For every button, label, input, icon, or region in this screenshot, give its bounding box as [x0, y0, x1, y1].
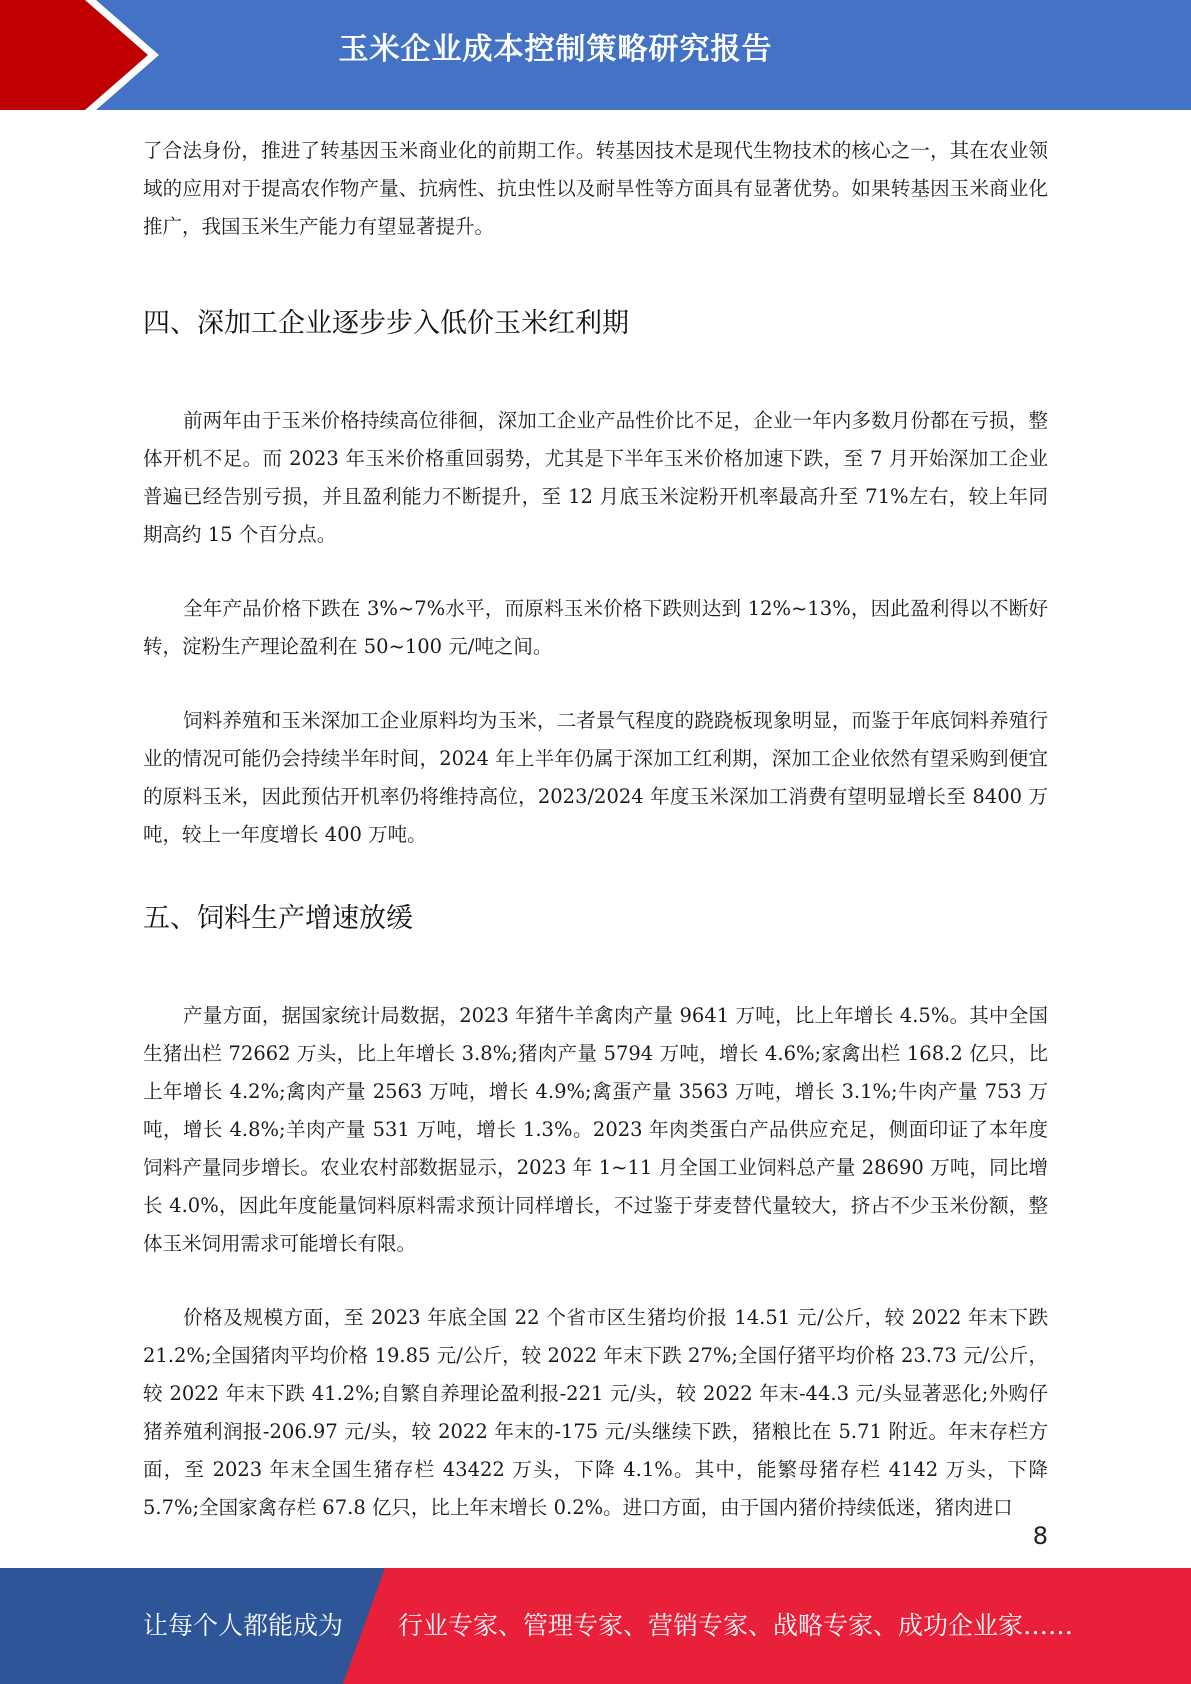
intro-paragraph: 了合法身份，推进了转基因玉米商业化的前期工作。转基因技术是现代生物技术的核心之一，其在农业领域的应用对于提高农作物产量、抗病性、抗虫性以及耐旱性等方面具有显著优势。如果转基因玉米商业化推广，我国玉米生产能力有望显著提升。: [143, 139, 1048, 238]
footer-slogan-left: 让每个人都能成为: [143, 1611, 344, 1640]
footer-slogan-right: 行业专家、管理专家、营销专家、战略专家、成功企业家……: [398, 1611, 1074, 1640]
page-number: 8: [1032, 1522, 1048, 1550]
section-heading-4: 四、深加工企业逐步步入低价玉米红利期: [143, 308, 629, 339]
section5-paragraph-2: 价格及规模方面，至 2023 年底全国 22 个省市区生猪均价报 14.51 元/公斤，较 2022 年末下跌 21.2%;全国猪肉平均价格 19.85 元/公斤，较 2022 年末下跌 27%;全国仔猪平均价格 23.73 元/公斤，较 2022 年末下跌 41.2%;自繁自养理论盈利报-221 元/头，较 2022 年末-44.3 元/头显著恶化;外购仔猪养殖利润报-206.97 元/头，较 2022 年末的-175 元/头继续下跌，猪粮比在 5.71 附近。年末存栏方面，至 2023 年末全国生猪存栏 43422 万头，下降 4.1%。其中，能繁母猪存栏 4142 万头，下降 5.7%;全国家禽存栏 67.8 亿只，比上年末增长 0.2%。进口方面，由于国内猪价持续低迷，猪肉进口: [143, 1306, 1048, 1519]
main-content: [143, 132, 1048, 1527]
section4-paragraph-2: 全年产品价格下跌在 3%~7%水平，而原料玉米价格下跌则达到 12%~13%，因此盈利得以不断好转，淀粉生产理论盈利在 50~100 元/吨之间。: [143, 597, 1048, 658]
section4-paragraph-3: 饲料养殖和玉米深加工企业原料均为玉米，二者景气程度的跷跷板现象明显，而鉴于年底饲料养殖行业的情况可能仍会持续半年时间，2024 年上半年仍属于深加工红利期，深加工企业依然有望采购到便宜的原料玉米，因此预估开机率仍将维持高位，2023/2024 年度玉米深加工消费有望明显增长至 8400 万吨，较上一年度增长 400 万吨。: [143, 709, 1048, 846]
document-title: 玉米企业成本控制策略研究报告: [338, 32, 773, 67]
footer-banner: [0, 1568, 1191, 1684]
section4-paragraph-1: 前两年由于玉米价格持续高位徘徊，深加工企业产品性价比不足，企业一年内多数月份都在亏损，整体开机不足。而 2023 年玉米价格重回弱势，尤其是下半年玉米价格加速下跌，至 7 月开始深加工企业普遍已经告别亏损，并且盈利能力不断提升，至 12 月底玉米淀粉开机率最高升至 71%左右，较上年同期高约 15 个百分点。: [143, 409, 1048, 546]
red-arrow-icon: [0, 0, 160, 110]
section5-paragraph-1: 产量方面，据国家统计局数据，2023 年猪牛羊禽肉产量 9641 万吨，比上年增长 4.5%。其中全国生猪出栏 72662 万头，比上年增长 3.8%;猪肉产量 5794 万吨，增长 4.6%;家禽出栏 168.2 亿只，比上年增长 4.2%;禽肉产量 2563 万吨，增长 4.9%;禽蛋产量 3563 万吨，增长 3.1%;牛肉产量 753 万吨，增长 4.8%;羊肉产量 531 万吨，增长 1.3%。2023 年肉类蛋白产品供应充足，侧面印证了本年度饲料产量同步增长。农业农村部数据显示，2023 年 1~11 月全国工业饲料总产量 28690 万吨，同比增长 4.0%，因此年度能量饲料原料需求预计同样增长，不过鉴于芽麦替代量较大，挤占不少玉米份额，整体玉米饲用需求可能增长有限。: [143, 1004, 1048, 1255]
header-banner: [0, 0, 1191, 110]
section-heading-5: 五、饲料生产增速放缓: [143, 903, 413, 934]
